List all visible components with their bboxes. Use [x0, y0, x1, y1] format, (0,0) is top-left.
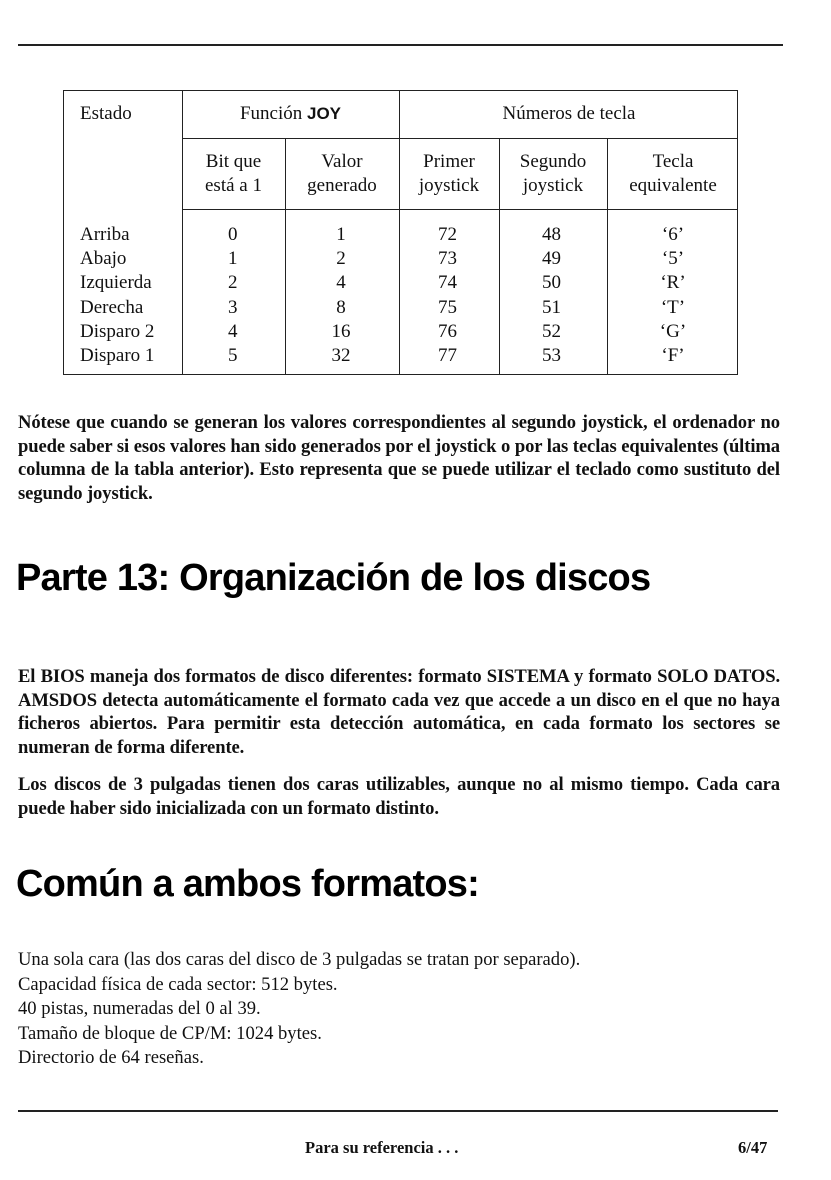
- table-cell: ‘F’: [661, 345, 685, 367]
- list-item: Tamaño de bloque de CP/M: 1024 bytes.: [18, 1022, 322, 1044]
- table-cell: 0: [228, 224, 238, 245]
- subheader-valor: [285, 150, 399, 198]
- note-paragraph: Nótese que cuando se generan los valores correspondientes al segundo joystick, el ordenador no puede saber si esos valores han sido generados por el joystick o por las teclas equivalentes (última columna de la tabla anterior). Esto representa que se puede utilizar el teclado como sustituto del segundo joystick.: [18, 412, 780, 504]
- column-segundo: [542, 223, 561, 368]
- table-cell: 32: [331, 345, 351, 367]
- header-funcion-prefix: Función: [239, 103, 303, 124]
- subheader-bit-line1: Bit que: [205, 151, 262, 172]
- joystick-table: [63, 90, 738, 375]
- subheader-valor-line2: generado: [307, 175, 377, 196]
- column-tecla: [653, 223, 693, 368]
- table-cell: Abajo: [80, 248, 127, 270]
- table-cell: 75: [438, 296, 457, 318]
- header-funcion-joy: JOY: [307, 104, 342, 123]
- paragraph-caras: Los discos de 3 pulgadas tienen dos caras utilizables, aunque no al mismo tiempo. Cada cara puede haber sido inicializada con un formato distinto.: [18, 774, 780, 819]
- table-cell: 72: [438, 224, 457, 245]
- specs-list: [18, 948, 580, 1071]
- page-number: 6/47: [738, 1138, 768, 1157]
- table-cell: 3: [228, 296, 238, 318]
- paragraph-formatos: El BIOS maneja dos formatos de disco diferentes: formato SISTEMA y formato SOLO DATOS. AMSDOS detecta automáticamente el formato cada vez que accede a un disco en el que no haya ficheros abiertos. Para permitir esta detección automática, en cada formato los sectores se numeran de forma diferente.: [18, 666, 780, 758]
- column-bit: [228, 223, 238, 368]
- table-cell: 2: [336, 248, 346, 270]
- subheader-primer-line2: joystick: [418, 175, 480, 196]
- table-cell: 52: [542, 320, 561, 342]
- column-valor: [326, 223, 356, 368]
- table-cell: Arriba: [80, 224, 130, 245]
- table-cell: ‘G’: [659, 320, 687, 342]
- table-cell: 51: [542, 296, 561, 318]
- subheader-segundo-line2: joystick: [522, 175, 584, 196]
- table-cell: ‘T’: [660, 296, 686, 318]
- table-divider: [399, 91, 400, 374]
- subheader-valor-line1: Valor: [321, 151, 363, 172]
- subheader-tecla-line1: Tecla: [652, 151, 694, 172]
- subheader-tecla: [607, 150, 739, 198]
- top-rule: [18, 44, 783, 46]
- table-cell: 48: [542, 224, 561, 245]
- bottom-rule: [18, 1110, 778, 1112]
- table-cell: 53: [542, 345, 561, 367]
- header-numeros: Números de tecla: [502, 103, 636, 124]
- table-cell: 2: [228, 272, 238, 294]
- list-item: Directorio de 64 reseñas.: [18, 1047, 204, 1069]
- table-cell: 1: [228, 248, 238, 270]
- table-cell: Disparo 1: [80, 345, 155, 367]
- subheader-segundo-line1: Segundo: [519, 151, 587, 172]
- list-item: Capacidad física de cada sector: 512 bytes.: [18, 973, 338, 995]
- table-cell: ‘6’: [661, 224, 685, 245]
- table-cell: Izquierda: [80, 272, 152, 294]
- table-cell: ‘5’: [661, 248, 685, 270]
- table-cell: Disparo 2: [80, 320, 155, 342]
- table-divider: [182, 138, 737, 139]
- table-divider: [182, 91, 183, 374]
- column-primer: [438, 223, 457, 368]
- table-cell: 4: [228, 320, 238, 342]
- header-estado: Estado: [80, 103, 132, 124]
- list-item: Una sola cara (las dos caras del disco de 3 pulgadas se tratan por separado).: [18, 949, 581, 970]
- table-cell: 8: [336, 296, 346, 318]
- table-cell: 77: [438, 345, 457, 367]
- header-funcion: [182, 102, 399, 126]
- subheader-tecla-line2: equivalente: [629, 175, 717, 196]
- table-cell: 73: [438, 248, 457, 270]
- table-cell: 50: [542, 272, 561, 294]
- table-divider: [182, 209, 737, 210]
- table-cell: 49: [542, 248, 561, 270]
- table-cell: 16: [331, 320, 351, 342]
- table-cell: 5: [228, 345, 238, 367]
- table-cell: 74: [438, 272, 457, 294]
- table-cell: 1: [336, 224, 346, 245]
- list-item: 40 pistas, numeradas del 0 al 39.: [18, 998, 261, 1020]
- section-heading-discos: Parte 13: Organización de los discos: [16, 557, 651, 599]
- footer-title: Para su referencia . . .: [305, 1138, 459, 1157]
- subheader-bit: [182, 150, 285, 198]
- subheader-segundo: [499, 150, 607, 198]
- table-cell: 76: [438, 320, 457, 342]
- table-cell: ‘R’: [660, 272, 686, 294]
- subheader-primer: [399, 150, 499, 198]
- table-cell: 4: [336, 272, 346, 294]
- subheader-bit-line2: está a 1: [205, 175, 262, 196]
- table-cell: Derecha: [80, 296, 144, 318]
- section-heading-comun: Común a ambos formatos:: [16, 863, 479, 905]
- subheader-primer-line1: Primer: [423, 151, 475, 172]
- column-estado: [80, 223, 154, 368]
